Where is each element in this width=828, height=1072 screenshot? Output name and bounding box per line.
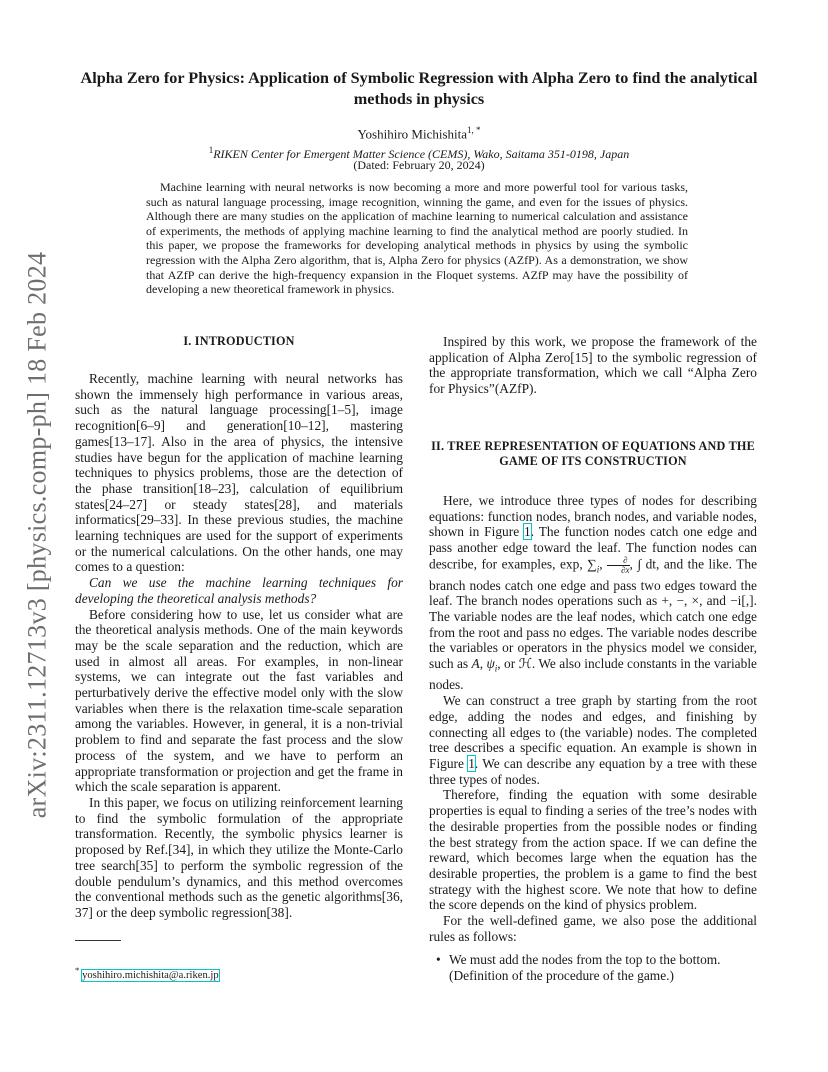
rules-intro-paragraph: For the well-defined game, we also pose the additional rules as follows: — [429, 913, 757, 944]
date-line: (Dated: February 20, 2024) — [353, 158, 485, 172]
rules-list — [429, 952, 757, 983]
author-name: Yoshihiro Michishita — [357, 126, 468, 142]
arxiv-identifier: arXiv:2311.12713v3 [physics.comp-ph] 18 Feb 2024 — [22, 251, 52, 819]
author-line — [80, 122, 758, 142]
footnote — [75, 964, 415, 982]
intro-question: Can we use the machine learning techniques for developing the theoretical analysis methods? — [75, 575, 403, 606]
figure-1-link-2[interactable]: 1 — [468, 755, 475, 771]
footnote-mark: * — [75, 965, 80, 975]
left-column — [75, 334, 403, 921]
sum-symbol: ∑ — [587, 556, 597, 572]
intro-paragraph-1: Recently, machine learning with neural networks has shown the immensely high performance in various areas, such as the natural language processing[1–5], image recognition[6–9] and generation[10–12], mastering games[13–17]. Also in the area of physics, the intensive studies have begun for the application of machine learning techniques to physics problems, those are the detection of the phase transition[18–23], calculation of equilibrium states[24–27] or steady states[28], and materials informatics[29–33]. In these previous studies, the machine learning techniques are used for the support of experiments or the numerical calculations. On the other hands, one may comes to a question: — [75, 371, 403, 575]
arxiv-side-stamp — [23, 240, 51, 830]
intro-paragraph-2: Before considering how to use, let us consider what are the theoretical analysis methods. One of the main keywords may be the scale separation and the reduction, which are used in almost all areas. For examples, in non-linear systems, we can integrate out the fast variables and perturbatively derive the effective model only with the slow variables when there is the relaxation time-scale separation among the variables. However, in general, it is a non-trivial problem to find and separate the fast process and the slow process of the system, and we have to perform an appropriate transformation or projection and get the frame in which the scale separation is apparent. — [75, 606, 403, 795]
figure-1-link[interactable]: 1 — [524, 524, 531, 540]
abstract: Machine learning with neural networks is now becoming a more and more powerful tool for various tasks, such as natural language processing, image recognition, winning the game, and even for the issues of physics. Although there are many studies on the application of machine learning to numerical calculation and assistance of experiments, the methods of applying machine learning to find the analytical method are poorly studied. In this paper, we propose the frameworks for developing analytical methods in physics by using the symbolic regression with the Alpha Zero algorithm, that is, Alpha Zero for physics (AZfP). As a demonstration, we show that AZfP can derive the high-frequency expansion in the Floquet systems. AZfP may have the possibility of developing a new theoretical framework in physics. — [146, 180, 688, 297]
nodes-paragraph: Here, we introduce three types of nodes for describing equations: function nodes, branch nodes, and variable nodes, shown in Figure 1. The function nodes catch one edge and pass another edge toward the leaf. The function nodes can describe, for examples, exp, $\sum_i$, ∂ ∂x , ∫ dt, and the like. The branch nodes catch one edge and pass two edges toward the leaf. The branch nodes operations such as +, −, ×, and −i[,]. The variable nodes are the leaf nodes, which catch one edge from the root and pass no edges. The variable nodes describe the variables or operators in the physics model we consider, such as A, $\psi_i$, or ℋ. We also include constants in the variable nodes. — [429, 492, 758, 693]
right-column — [429, 334, 757, 984]
tree-graph-paragraph: We can construct a tree graph by starting from the root edge, adding the nodes and edges, and finishing by connecting all edges to (the variable) nodes. The completed tree describes a specific equation. An example is shown in Figure 1. We can describe any equation by a tree with these three types of nodes. — [429, 693, 758, 787]
paper-title: Alpha Zero for Physics: Application of Symbolic Regression with Alpha Zero to find the analytical methods in physics — [80, 69, 758, 108]
section-heading-introduction: I. INTRODUCTION — [183, 334, 295, 348]
integral-symbol: ∫ dt — [637, 556, 656, 572]
affiliation-mark: 1 — [208, 145, 214, 155]
list-item: • We must add the nodes from the top to the bottom. (Definition of the procedure of the game.) — [449, 952, 757, 983]
email-link[interactable]: yoshihiro.michishita@a.riken.jp — [82, 969, 219, 981]
intro-paragraph-3: In this paper, we focus on utilizing reinforcement learning to find the symbolic formulation of the appropriate transformation. Recently, the symbolic physics learner is proposed by Ref.[34], in which they utilize the Monte-Carlo tree search[35] to perform the symbolic regression of the double pendulum’s dynamics, and this method overcomes the conventional methods such as the genetic algorithms[36, 37] or the deep symbolic regression[38]. — [75, 794, 403, 920]
affiliation-text: RIKEN Center for Emergent Matter Science (CEMS), Wako, Saitama 351-0198, Japan — [213, 147, 630, 161]
author-marks[interactable]: 1, * — [467, 125, 481, 135]
footnote-divider — [75, 940, 121, 941]
azfp-intro-paragraph: Inspired by this work, we propose the framework of the application of Alpha Zero[15] to the symbolic regression of the appropriate transformation, which we call “Alpha Zero for Physics”(AZfP). — [429, 334, 757, 397]
partial-derivative: ∂ ∂x — [607, 556, 629, 575]
strategy-paragraph: Therefore, finding the equation with some desirable properties is equal to finding a series of the tree’s nodes with the desirable properties from the possible nodes or finding the best strategy from the action space. If we can define the reward, which becomes large when the equation has the desirable properties, the problem is a game to find the best strategy with the highest score. We note that how to define the score depends on the kind of physics problem. — [429, 787, 757, 913]
section-heading-tree-representation: II. TREE REPRESENTATION OF EQUATIONS AND THE GAME OF ITS CONSTRUCTION — [431, 438, 755, 468]
